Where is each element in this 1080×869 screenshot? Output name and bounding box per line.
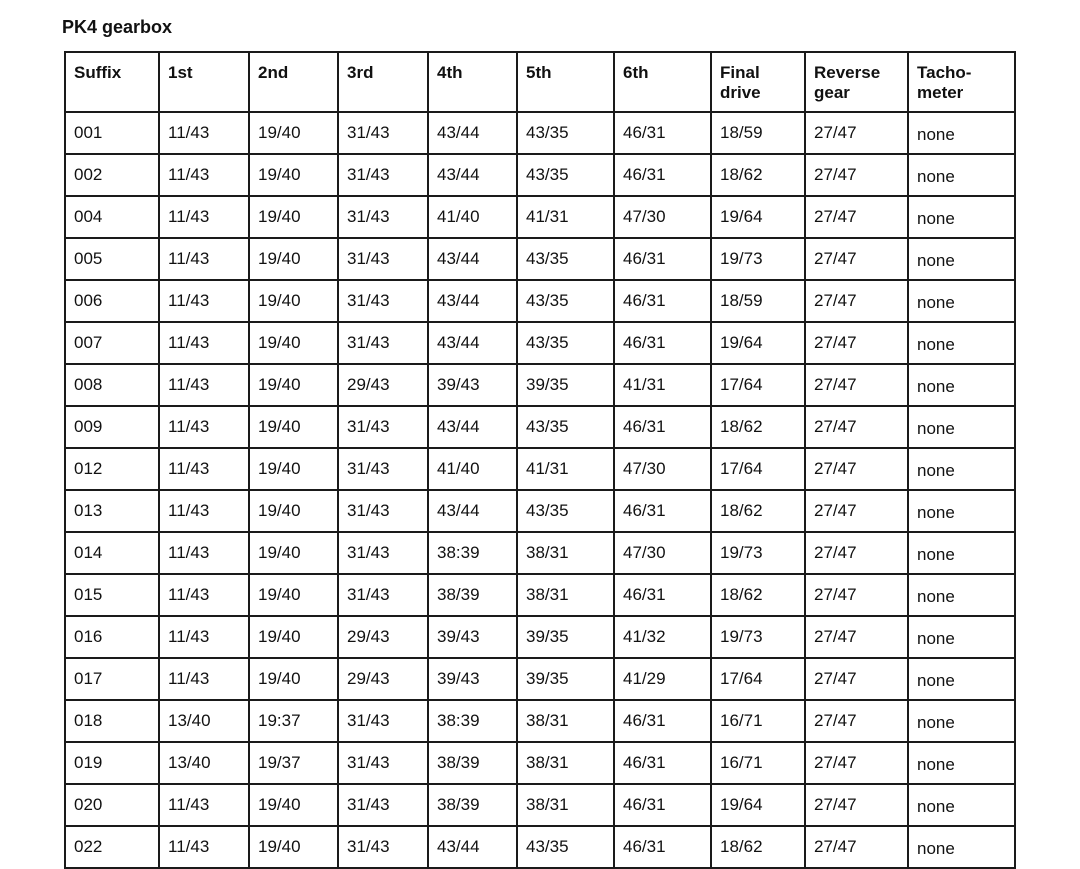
cell-reverse-gear: 27/47 [805,784,908,826]
cell-2nd: 19:37 [249,700,338,742]
cell-tachometer: none [908,406,1015,448]
cell-reverse-gear: 27/47 [805,280,908,322]
header-final-drive: Final drive [711,52,805,112]
cell-1st: 11/43 [159,448,249,490]
cell-4th: 39/43 [428,658,517,700]
cell-4th: 39/43 [428,364,517,406]
cell-final-drive: 17/64 [711,658,805,700]
cell-6th: 46/31 [614,406,711,448]
cell-final-drive: 19/73 [711,616,805,658]
table-row [65,448,1015,490]
cell-6th: 46/31 [614,574,711,616]
cell-3rd: 31/43 [338,490,428,532]
cell-5th: 38/31 [517,532,614,574]
cell-reverse-gear: 27/47 [805,742,908,784]
cell-5th: 43/35 [517,112,614,154]
table-row [65,322,1015,364]
cell-final-drive: 18/62 [711,490,805,532]
table-row [65,616,1015,658]
cell-3rd: 31/43 [338,280,428,322]
cell-suffix: 001 [65,112,159,154]
header-tachometer: Tacho- meter [908,52,1015,112]
cell-reverse-gear: 27/47 [805,112,908,154]
cell-suffix: 005 [65,238,159,280]
table-row [65,238,1015,280]
cell-final-drive: 17/64 [711,364,805,406]
cell-1st: 11/43 [159,322,249,364]
cell-1st: 11/43 [159,406,249,448]
cell-6th: 47/30 [614,532,711,574]
cell-5th: 39/35 [517,364,614,406]
cell-suffix: 006 [65,280,159,322]
cell-5th: 38/31 [517,574,614,616]
cell-2nd: 19/40 [249,280,338,322]
cell-2nd: 19/40 [249,238,338,280]
cell-1st: 11/43 [159,658,249,700]
cell-2nd: 19/40 [249,532,338,574]
cell-final-drive: 16/71 [711,742,805,784]
cell-1st: 11/43 [159,784,249,826]
cell-3rd: 29/43 [338,616,428,658]
cell-4th: 43/44 [428,826,517,868]
cell-tachometer: none [908,616,1015,658]
cell-tachometer: none [908,364,1015,406]
cell-3rd: 31/43 [338,406,428,448]
cell-4th: 43/44 [428,490,517,532]
header-1st: 1st [159,52,249,112]
cell-final-drive: 18/59 [711,112,805,154]
cell-2nd: 19/40 [249,490,338,532]
header-suffix: Suffix [65,52,159,112]
cell-4th: 38:39 [428,532,517,574]
cell-5th: 43/35 [517,406,614,448]
cell-2nd: 19/40 [249,322,338,364]
table-row [65,532,1015,574]
cell-final-drive: 18/62 [711,826,805,868]
cell-1st: 11/43 [159,364,249,406]
cell-4th: 38/39 [428,784,517,826]
cell-reverse-gear: 27/47 [805,406,908,448]
cell-final-drive: 19/64 [711,784,805,826]
cell-6th: 46/31 [614,700,711,742]
table-row [65,196,1015,238]
cell-4th: 38/39 [428,574,517,616]
cell-3rd: 29/43 [338,364,428,406]
cell-reverse-gear: 27/47 [805,616,908,658]
table-row [65,154,1015,196]
cell-tachometer: none [908,490,1015,532]
cell-3rd: 31/43 [338,742,428,784]
cell-final-drive: 19/73 [711,238,805,280]
document-title: PK4 gearbox [62,17,173,37]
cell-tachometer: none [908,196,1015,238]
cell-4th: 43/44 [428,112,517,154]
cell-2nd: 19/40 [249,658,338,700]
cell-tachometer: none [908,154,1015,196]
table-row [65,700,1015,742]
cell-tachometer: none [908,112,1015,154]
cell-4th: 39/43 [428,616,517,658]
cell-tachometer: none [908,532,1015,574]
cell-reverse-gear: 27/47 [805,574,908,616]
cell-suffix: 020 [65,784,159,826]
cell-2nd: 19/40 [249,112,338,154]
table-row [65,784,1015,826]
cell-suffix: 012 [65,448,159,490]
cell-tachometer: none [908,238,1015,280]
cell-2nd: 19/37 [249,742,338,784]
cell-6th: 46/31 [614,826,711,868]
cell-1st: 11/43 [159,154,249,196]
cell-suffix: 002 [65,154,159,196]
table-row [65,742,1015,784]
cell-tachometer: none [908,280,1015,322]
cell-6th: 41/32 [614,616,711,658]
cell-3rd: 31/43 [338,112,428,154]
cell-tachometer: none [908,742,1015,784]
cell-2nd: 19/40 [249,616,338,658]
table-row [65,364,1015,406]
cell-2nd: 19/40 [249,196,338,238]
cell-5th: 39/35 [517,616,614,658]
cell-tachometer: none [908,826,1015,868]
header-2nd: 2nd [249,52,338,112]
cell-6th: 41/29 [614,658,711,700]
cell-5th: 38/31 [517,700,614,742]
cell-4th: 43/44 [428,238,517,280]
cell-reverse-gear: 27/47 [805,154,908,196]
gear-ratio-table [64,51,1016,869]
cell-final-drive: 18/62 [711,154,805,196]
cell-1st: 11/43 [159,616,249,658]
cell-reverse-gear: 27/47 [805,490,908,532]
cell-4th: 43/44 [428,154,517,196]
cell-final-drive: 18/59 [711,280,805,322]
cell-tachometer: none [908,784,1015,826]
cell-5th: 41/31 [517,448,614,490]
cell-5th: 38/31 [517,784,614,826]
cell-final-drive: 17/64 [711,448,805,490]
cell-6th: 46/31 [614,742,711,784]
cell-6th: 46/31 [614,784,711,826]
cell-6th: 46/31 [614,490,711,532]
cell-1st: 11/43 [159,238,249,280]
cell-reverse-gear: 27/47 [805,448,908,490]
cell-5th: 43/35 [517,826,614,868]
cell-5th: 43/35 [517,490,614,532]
cell-reverse-gear: 27/47 [805,700,908,742]
cell-5th: 39/35 [517,658,614,700]
cell-suffix: 014 [65,532,159,574]
cell-suffix: 004 [65,196,159,238]
cell-5th: 41/31 [517,196,614,238]
cell-2nd: 19/40 [249,826,338,868]
cell-3rd: 31/43 [338,196,428,238]
cell-6th: 47/30 [614,448,711,490]
cell-4th: 43/44 [428,280,517,322]
cell-suffix: 015 [65,574,159,616]
table-row [65,658,1015,700]
table-row [65,490,1015,532]
cell-reverse-gear: 27/47 [805,826,908,868]
cell-4th: 41/40 [428,448,517,490]
cell-1st: 11/43 [159,574,249,616]
cell-1st: 11/43 [159,280,249,322]
cell-suffix: 017 [65,658,159,700]
cell-suffix: 008 [65,364,159,406]
cell-2nd: 19/40 [249,784,338,826]
cell-5th: 43/35 [517,238,614,280]
cell-6th: 46/31 [614,112,711,154]
cell-final-drive: 18/62 [711,574,805,616]
cell-5th: 43/35 [517,322,614,364]
cell-6th: 46/31 [614,280,711,322]
cell-4th: 38:39 [428,700,517,742]
cell-1st: 11/43 [159,196,249,238]
cell-1st: 13/40 [159,700,249,742]
cell-3rd: 31/43 [338,826,428,868]
cell-suffix: 016 [65,616,159,658]
cell-4th: 43/44 [428,406,517,448]
cell-1st: 11/43 [159,112,249,154]
cell-suffix: 007 [65,322,159,364]
cell-suffix: 013 [65,490,159,532]
cell-reverse-gear: 27/47 [805,238,908,280]
cell-tachometer: none [908,574,1015,616]
table-row [65,826,1015,868]
cell-tachometer: none [908,448,1015,490]
cell-6th: 41/31 [614,364,711,406]
cell-tachometer: none [908,700,1015,742]
header-4th: 4th [428,52,517,112]
table-row [65,280,1015,322]
cell-3rd: 29/43 [338,658,428,700]
cell-2nd: 19/40 [249,406,338,448]
cell-5th: 43/35 [517,280,614,322]
cell-final-drive: 16/71 [711,700,805,742]
header-reverse-gear: Reverse gear [805,52,908,112]
cell-3rd: 31/43 [338,532,428,574]
cell-4th: 38/39 [428,742,517,784]
cell-reverse-gear: 27/47 [805,322,908,364]
cell-6th: 47/30 [614,196,711,238]
cell-1st: 11/43 [159,490,249,532]
cell-3rd: 31/43 [338,322,428,364]
cell-6th: 46/31 [614,322,711,364]
cell-final-drive: 19/64 [711,322,805,364]
table-body [65,112,1015,868]
cell-suffix: 022 [65,826,159,868]
header-6th: 6th [614,52,711,112]
cell-final-drive: 18/62 [711,406,805,448]
cell-2nd: 19/40 [249,574,338,616]
table-row [65,406,1015,448]
cell-reverse-gear: 27/47 [805,364,908,406]
cell-5th: 43/35 [517,154,614,196]
cell-2nd: 19/40 [249,448,338,490]
cell-4th: 43/44 [428,322,517,364]
cell-reverse-gear: 27/47 [805,532,908,574]
cell-suffix: 018 [65,700,159,742]
cell-tachometer: none [908,322,1015,364]
cell-suffix: 019 [65,742,159,784]
cell-1st: 11/43 [159,826,249,868]
cell-1st: 11/43 [159,532,249,574]
cell-3rd: 31/43 [338,154,428,196]
cell-reverse-gear: 27/47 [805,658,908,700]
cell-6th: 46/31 [614,154,711,196]
cell-6th: 46/31 [614,238,711,280]
cell-5th: 38/31 [517,742,614,784]
header-3rd: 3rd [338,52,428,112]
cell-2nd: 19/40 [249,364,338,406]
cell-3rd: 31/43 [338,448,428,490]
cell-4th: 41/40 [428,196,517,238]
cell-suffix: 009 [65,406,159,448]
table-row [65,112,1015,154]
cell-reverse-gear: 27/47 [805,196,908,238]
table-header-row [65,52,1015,112]
cell-final-drive: 19/73 [711,532,805,574]
cell-final-drive: 19/64 [711,196,805,238]
cell-3rd: 31/43 [338,784,428,826]
table-row [65,574,1015,616]
cell-2nd: 19/40 [249,154,338,196]
header-5th: 5th [517,52,614,112]
cell-3rd: 31/43 [338,700,428,742]
cell-tachometer: none [908,658,1015,700]
cell-1st: 13/40 [159,742,249,784]
cell-3rd: 31/43 [338,574,428,616]
cell-3rd: 31/43 [338,238,428,280]
